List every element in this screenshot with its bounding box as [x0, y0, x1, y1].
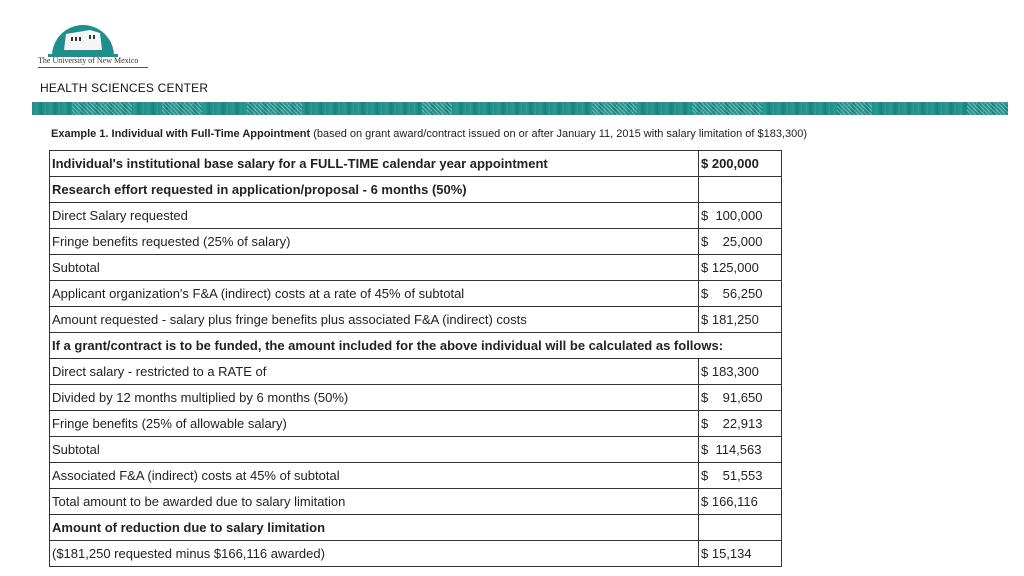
- row-amount: $ 125,000: [699, 255, 782, 281]
- row-label: ($181,250 requested minus $166,116 awarded): [50, 541, 699, 567]
- table-row: [50, 463, 782, 489]
- row-label: Amount of reduction due to salary limitation: [50, 515, 699, 541]
- table-row: [50, 437, 782, 463]
- row-label: Direct salary - restricted to a RATE of: [50, 359, 699, 385]
- row-label: Divided by 12 months multiplied by 6 months (50%): [50, 385, 699, 411]
- row-label: If a grant/contract is to be funded, the amount included for the above individual will be calculated as follows:: [50, 333, 782, 359]
- row-label: Direct Salary requested: [50, 203, 699, 229]
- table-row: [50, 385, 782, 411]
- row-amount: $ 114,563: [699, 437, 782, 463]
- row-label: Research effort requested in application/proposal - 6 months (50%): [50, 177, 699, 203]
- row-label: Total amount to be awarded due to salary limitation: [50, 489, 699, 515]
- row-label: Associated F&A (indirect) costs at 45% of subtotal: [50, 463, 699, 489]
- row-label: Applicant organization's F&A (indirect) costs at a rate of 45% of subtotal: [50, 281, 699, 307]
- table-row: [50, 515, 782, 541]
- table-row: [50, 151, 782, 177]
- row-amount: [699, 177, 782, 203]
- row-amount: [699, 515, 782, 541]
- university-name: The University of New Mexico: [38, 56, 148, 68]
- table-row: [50, 203, 782, 229]
- example-caption: [51, 128, 807, 140]
- table-row: [50, 229, 782, 255]
- row-amount: $ 22,913: [699, 411, 782, 437]
- row-label: Individual's institutional base salary for a FULL-TIME calendar year appointment: [50, 151, 699, 177]
- row-label: Fringe benefits (25% of allowable salary): [50, 411, 699, 437]
- row-amount: $ 91,650: [699, 385, 782, 411]
- row-amount: $ 200,000: [699, 151, 782, 177]
- row-amount: $ 15,134: [699, 541, 782, 567]
- row-label: Subtotal: [50, 437, 699, 463]
- caption-detail: (based on grant award/contract issued on or after January 11, 2015 with salary limitation of $183,300): [310, 128, 808, 140]
- row-label: Amount requested - salary plus fringe benefits plus associated F&A (indirect) costs: [50, 307, 699, 333]
- row-amount: $ 181,250: [699, 307, 782, 333]
- table-row: [50, 359, 782, 385]
- table-row: [50, 541, 782, 567]
- table-row: [50, 411, 782, 437]
- row-amount: $ 166,116: [699, 489, 782, 515]
- row-amount: $ 183,300: [699, 359, 782, 385]
- table-row: [50, 281, 782, 307]
- decorative-banner: [32, 102, 1008, 115]
- table-row: [50, 255, 782, 281]
- table-row: [50, 177, 782, 203]
- row-amount: $ 100,000: [699, 203, 782, 229]
- table-row: [50, 333, 782, 359]
- health-sciences-center-label: HEALTH SCIENCES CENTER: [40, 81, 209, 95]
- caption-title: Example 1. Individual with Full-Time Appointment: [51, 128, 311, 140]
- table-row: [50, 489, 782, 515]
- salary-limitation-table: [49, 150, 782, 567]
- table-row: [50, 307, 782, 333]
- row-amount: $ 25,000: [699, 229, 782, 255]
- row-amount: $ 51,553: [699, 463, 782, 489]
- row-amount: $ 56,250: [699, 281, 782, 307]
- row-label: Fringe benefits requested (25% of salary): [50, 229, 699, 255]
- row-label: Subtotal: [50, 255, 699, 281]
